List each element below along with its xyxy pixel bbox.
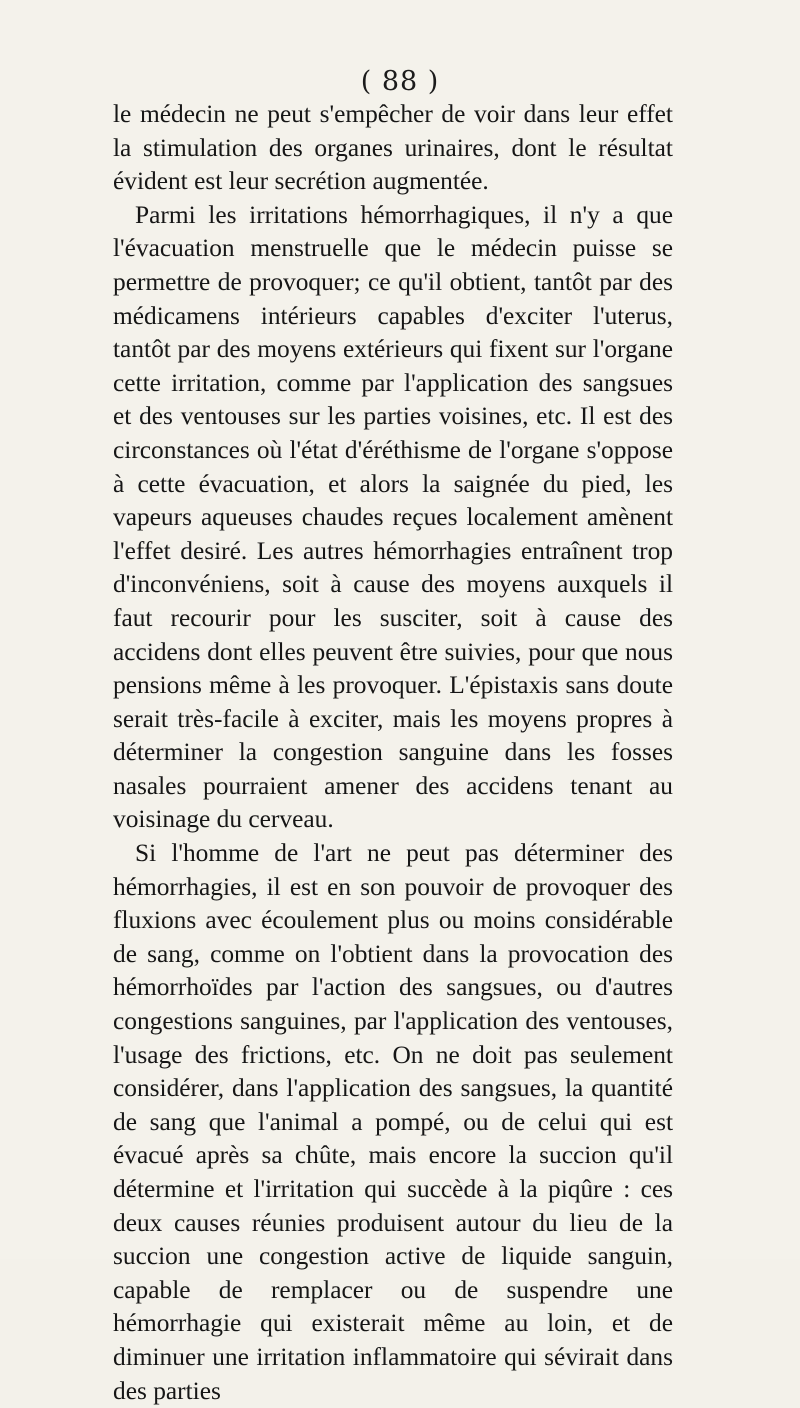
paragraph-2: Parmi les irritations hémorrhagiques, il n'y a que l'évacuation menstruelle que le médecin puisse se permettre de provoquer; ce qu'il obtient, tantôt par des médicamens intérieurs capables d'exciter l'uterus, tantôt par des moyens extérieurs qui fixent sur l'organe cette irritation, comme par l'application des sangsues et des ventouses sur les parties voisines, etc. Il est des circonstances où l'état d'éréthisme de l'organe s'oppose à cette évacuation, et alors la saignée du pied, les vapeurs aqueuses chaudes reçues localement amènent l'effet desiré. Les autres hémorrhagies entraînent trop d'inconvéniens, soit à cause des moyens auxquels il faut recourir pour les susciter, soit à cause des accidens dont elles peuvent être suivies, pour que nous pensions même à les provoquer. L'épistaxis sans doute serait très-facile à exciter, mais les moyens propres à déterminer la congestion sanguine dans les fosses nasales pourraient amener des accidens tenant au voisinage du cerveau. bbox=[113, 200, 673, 834]
page-number: ( 88 ) bbox=[360, 66, 440, 97]
paragraph-1: le médecin ne peut s'empêcher de voir dans leur effet la stimulation des organes urinaires, dont le résultat évident est leur secrétion augmentée. bbox=[113, 100, 673, 196]
paragraph-3: Si l'homme de l'art ne peut pas déterminer des hémorrhagies, il est en son pouvoir de provoquer des fluxions avec écoulement plus ou moins considérable de sang, comme on l'obtient dans la provocation des hémorrhoïdes par l'action des sangsues, ou d'autres congestions sanguines, par l'application des ventouses, l'usage des frictions, etc. On ne doit pas seulement considérer, dans l'application des sangsues, la quantité de sang que l'animal a pompé, ou de celui qui est évacué après sa chûte, mais encore la succion qu'il détermine et l'irritation qui succède à la piqûre : ces deux causes réunies produisent autour du lieu de la succion une congestion active de liquide sanguin, capable de remplacer ou de suspendre une hémorrhagie qui existerait même au loin, et de diminuer une irritation inflammatoire qui sévirait dans des parties bbox=[113, 839, 673, 1405]
body-text bbox=[113, 98, 673, 1408]
